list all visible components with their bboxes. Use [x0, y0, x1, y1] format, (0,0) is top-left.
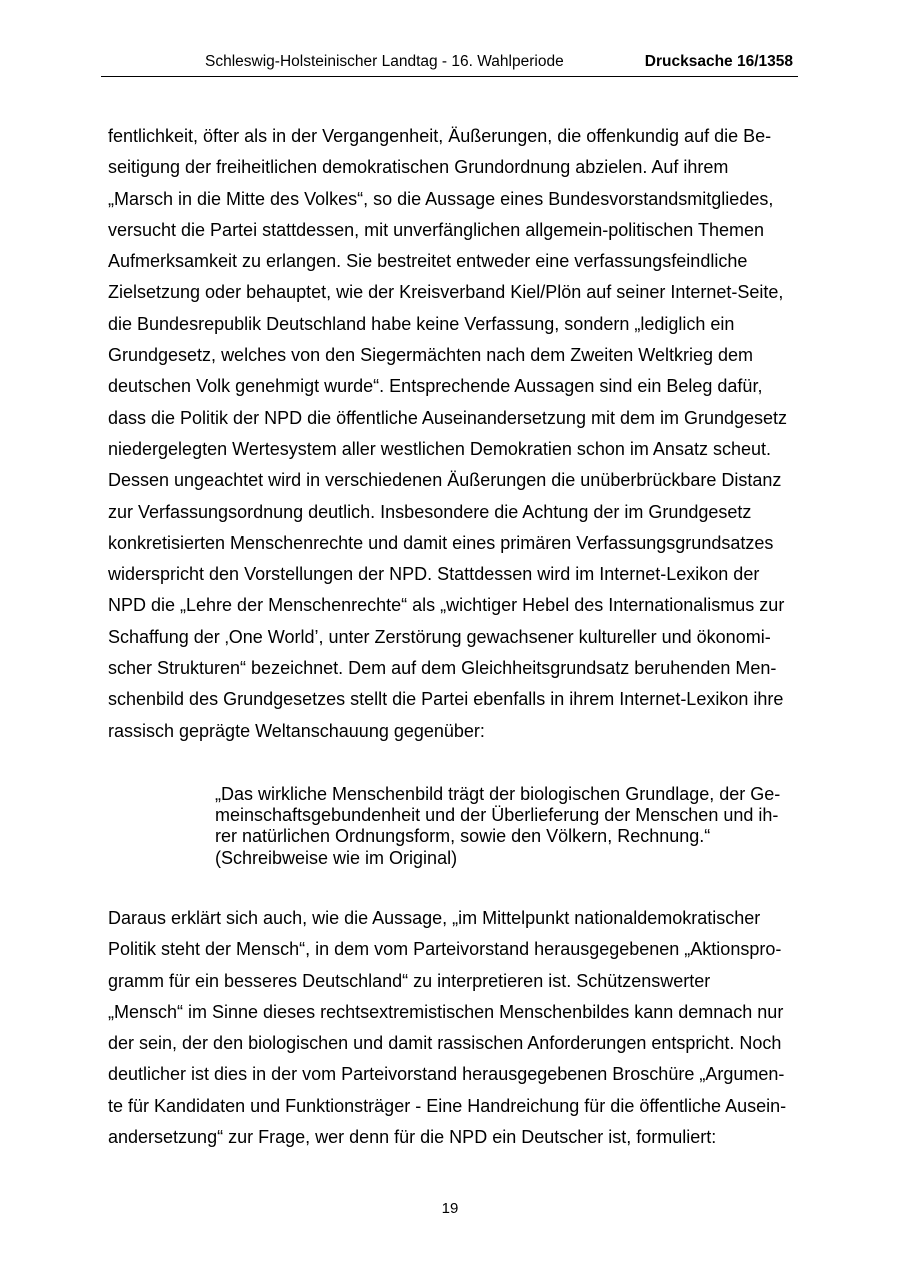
quote-line: rer natürlichen Ordnungsform, sowie den Völkern, Rechnung.“	[215, 826, 711, 847]
body-paragraph-1	[108, 121, 798, 747]
text-line: seitigung der freiheitlichen demokratischen Grundordnung abzielen. Auf ihrem	[108, 157, 729, 178]
text-line: deutschen Volk genehmigt wurde“. Entsprechende Aussagen sind ein Beleg dafür,	[108, 376, 763, 397]
text-line: schenbild des Grundgesetzes stellt die Partei ebenfalls in ihrem Internet-Lexikon ihre	[108, 689, 784, 710]
text-line: scher Strukturen“ bezeichnet. Dem auf dem Gleichheitsgrundsatz beruhenden Men-	[108, 658, 777, 679]
body-paragraph-2	[108, 903, 798, 1153]
text-line: „Marsch in die Mitte des Volkes“, so die Aussage eines Bundesvorstandsmitgliedes,	[108, 188, 774, 209]
text-line: Daraus erklärt sich auch, wie die Aussage, „im Mittelpunkt nationaldemokratischer	[108, 908, 761, 928]
text-line: deutlicher ist dies in der vom Parteivorstand herausgegebenen Broschüre „Argumen-	[108, 1064, 785, 1085]
page-header	[101, 50, 798, 77]
text-line: widerspricht den Vorstellungen der NPD. Stattdessen wird im Internet-Lexikon der	[108, 564, 760, 585]
text-line: NPD die „Lehre der Menschenrechte“ als „wichtiger Hebel des Internationalismus zur	[108, 595, 785, 616]
text-line: „Mensch“ im Sinne dieses rechtsextremistischen Menschenbildes kann demnach nur	[108, 1001, 784, 1022]
quote-note: (Schreibweise wie im Original)	[215, 847, 458, 868]
header-title: Schleswig-Holsteinischer Landtag - 16. Wahlperiode	[205, 53, 564, 70]
text-line: Grundgesetz, welches von den Siegermächten nach dem Zweiten Weltkrieg dem	[108, 345, 754, 366]
text-line: andersetzung“ zur Frage, wer denn für die NPD ein Deutscher ist, formuliert:	[108, 1127, 717, 1148]
text-line: niedergelegten Wertesystem aller westlichen Demokratien schon im Ansatz scheut.	[108, 438, 771, 459]
quote-line: meinschaftsgebundenheit und der Überlieferung der Menschen und ih-	[215, 805, 779, 826]
text-line: Aufmerksamkeit zu erlangen. Sie bestreitet entweder eine verfassungsfeindliche	[108, 251, 748, 272]
text-line: der sein, der den biologischen und damit rassischen Anforderungen entspricht. Noch	[108, 1033, 782, 1054]
page-number: 19	[441, 1200, 459, 1217]
text-line: fentlichkeit, öfter als in der Vergangenheit, Äußerungen, die offenkundig auf die Be-	[108, 126, 772, 146]
text-line: dass die Politik der NPD die öffentliche Auseinandersetzung mit dem im Grundgesetz	[108, 407, 788, 428]
text-line: die Bundesrepublik Deutschland habe keine Verfassung, sondern „lediglich ein	[108, 313, 735, 334]
text-line: Dessen ungeachtet wird in verschiedenen Äußerungen die unüberbrückbare Distanz	[108, 470, 782, 491]
text-line: gramm für ein besseres Deutschland“ zu interpretieren ist. Schützenswerter	[108, 970, 711, 991]
text-line: Politik steht der Mensch“, in dem vom Parteivorstand herausgegebenen „Aktionspro-	[108, 939, 782, 960]
block-quote	[215, 784, 790, 869]
text-line: rassisch geprägte Weltanschauung gegenüber:	[108, 720, 485, 741]
text-line: versucht die Partei stattdessen, mit unverfänglichen allgemein-politischen Themen	[108, 219, 765, 240]
document-number: Drucksache 16/1358	[644, 53, 793, 70]
text-line: Zielsetzung oder behauptet, wie der Kreisverband Kiel/Plön auf seiner Internet-Seite,	[108, 282, 784, 303]
text-line: konkretisierten Menschenrechte und damit eines primären Verfassungsgrundsatzes	[108, 532, 774, 553]
quote-line: „Das wirkliche Menschenbild trägt der biologischen Grundlage, der Ge-	[215, 784, 781, 804]
text-line: Schaffung der ‚One World’, unter Zerstörung gewachsener kultureller und ökonomi-	[108, 626, 771, 647]
text-line: zur Verfassungsordnung deutlich. Insbesondere die Achtung der im Grundgesetz	[108, 501, 752, 522]
text-line: te für Kandidaten und Funktionsträger - Eine Handreichung für die öffentliche Ausein-	[108, 1095, 787, 1116]
